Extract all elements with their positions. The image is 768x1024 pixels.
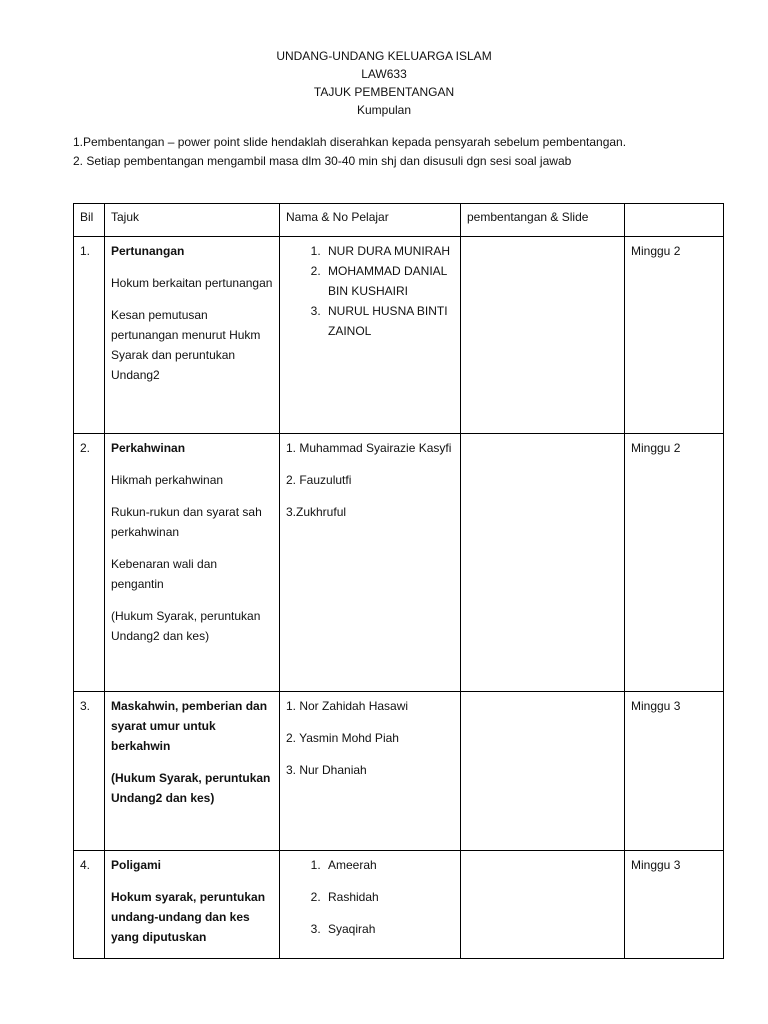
student-name: 1. Nor Zahidah Hasawi	[286, 699, 409, 713]
student-name: 2. MOHAMMAD DANIAL BIN KUSHAIRI	[324, 261, 454, 301]
row-names	[280, 692, 461, 851]
student-name: 2. Fauzulutfi	[286, 473, 352, 487]
table-header-row	[74, 204, 724, 237]
tajuk-title: Pertunangan	[111, 244, 185, 258]
row-minggu: Minggu 3	[625, 692, 724, 851]
tajuk-line: Kesan pemutusan pertunangan menurut Hukm Syarak dan peruntukan Undang2	[111, 308, 261, 382]
header-course-title: UNDANG-UNDANG KELUARGA ISLAM	[276, 49, 492, 63]
header-minggu	[625, 204, 724, 237]
row-minggu: Minggu 2	[625, 434, 724, 692]
header-bil: Bil	[74, 204, 105, 237]
tajuk-line: Hokum berkaitan pertunangan	[111, 276, 273, 290]
tajuk-title: Maskahwin, pemberian dan syarat umur untuk berkahwin	[111, 699, 268, 753]
table-row	[74, 237, 724, 434]
row-slide	[461, 434, 625, 692]
student-name: 3. Syaqirah	[324, 919, 454, 939]
student-name: 1. NUR DURA MUNIRAH	[324, 241, 454, 261]
tajuk-line: Kebenaran wali dan pengantin	[111, 557, 218, 591]
row-tajuk	[105, 692, 280, 851]
header-group-label: Kumpulan	[356, 103, 412, 117]
student-name: 2. Yasmin Mohd Piah	[286, 731, 399, 745]
header-nama: Nama & No Pelajar	[280, 204, 461, 237]
row-bil: 4.	[74, 851, 105, 959]
row-slide	[461, 851, 625, 959]
student-name: 3. Nur Dhaniah	[286, 763, 367, 777]
header-subtitle: TAJUK PEMBENTANGAN	[313, 85, 455, 99]
row-names	[280, 434, 461, 692]
student-name: 2. Rashidah	[324, 887, 454, 907]
row-names	[280, 237, 461, 434]
tajuk-line: (Hukum Syarak, peruntukan Undang2 dan kes)	[111, 609, 261, 643]
document-header	[0, 47, 768, 119]
table-row	[74, 434, 724, 692]
student-name: 1. Ameerah	[324, 855, 454, 875]
student-list	[286, 241, 454, 341]
row-bil: 2.	[74, 434, 105, 692]
tajuk-line: Rukun-rukun dan syarat sah perkahwinan	[111, 505, 262, 539]
row-bil: 3.	[74, 692, 105, 851]
table-row	[74, 692, 724, 851]
row-names	[280, 851, 461, 959]
header-slide: pembentangan & Slide	[461, 204, 625, 237]
row-minggu: Minggu 2	[625, 237, 724, 434]
table-row	[74, 851, 724, 959]
student-name: 3. NURUL HUSNA BINTI ZAINOL	[324, 301, 454, 341]
row-tajuk	[105, 434, 280, 692]
presentation-table	[73, 203, 724, 959]
tajuk-title: Perkahwinan	[111, 441, 186, 455]
student-name: 3.Zukhruful	[286, 505, 347, 519]
tajuk-line: (Hukum Syarak, peruntukan Undang2 dan kes)	[111, 771, 271, 805]
row-tajuk	[105, 237, 280, 434]
row-slide	[461, 692, 625, 851]
header-course-code: LAW633	[361, 67, 407, 81]
row-slide	[461, 237, 625, 434]
header-tajuk: Tajuk	[105, 204, 280, 237]
instruction-1: 1.Pembentangan – power point slide hendaklah diserahkan kepada pensyarah sebelum pembentangan.	[73, 135, 627, 149]
row-tajuk	[105, 851, 280, 959]
tajuk-line: Hikmah perkahwinan	[111, 473, 224, 487]
instruction-2: 2. Setiap pembentangan mengambil masa dlm 30-40 min shj dan disusuli dgn sesi soal jawab	[73, 154, 572, 168]
row-bil: 1.	[74, 237, 105, 434]
row-minggu: Minggu 3	[625, 851, 724, 959]
student-list	[286, 855, 454, 939]
tajuk-title: Poligami	[111, 858, 162, 872]
student-name: 1. Muhammad Syairazie Kasyfi	[286, 441, 452, 455]
tajuk-line: Hokum syarak, peruntukan undang-undang dan kes yang diputuskan	[111, 890, 266, 944]
instructions	[73, 133, 753, 171]
